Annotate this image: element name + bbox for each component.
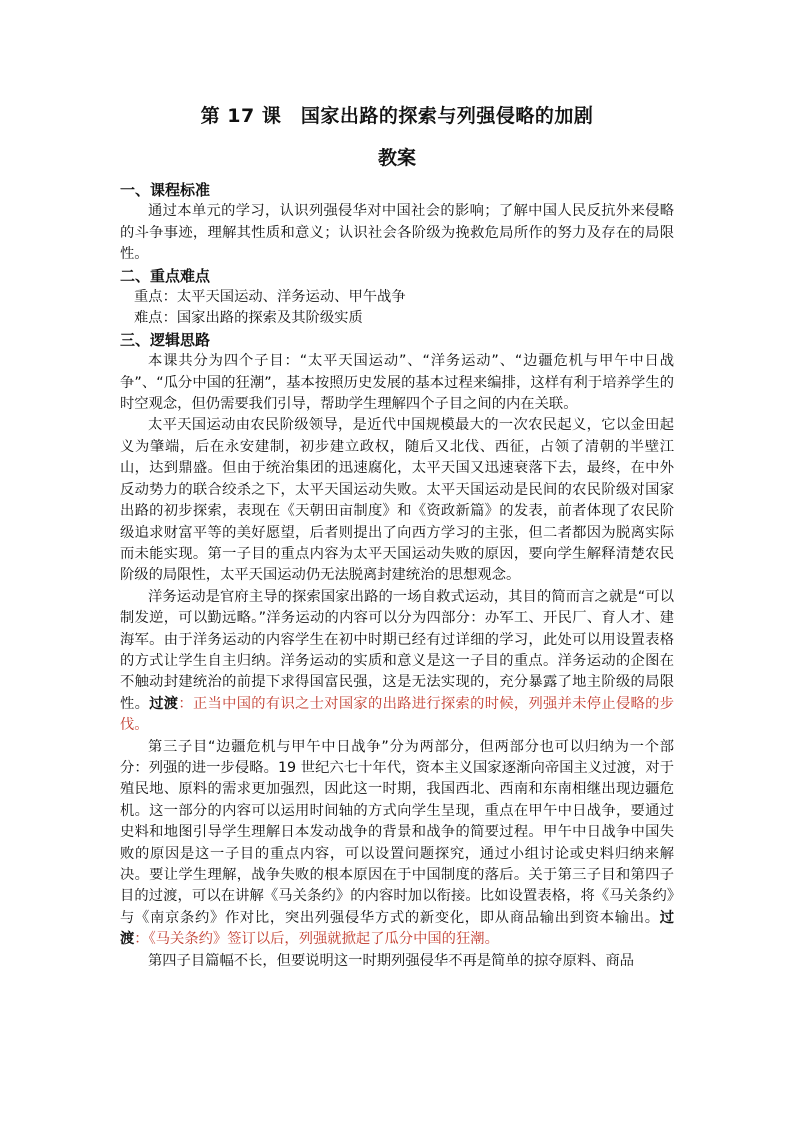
paragraph-logic-3-main: 洋务运动是官府主导的探索国家出路的一场自救式运动，其目的简而言之就是“可以制发逆，可以勤远略。”洋务运动的内容可以分为四部分：办军工、开民厂、育人才、建海军。由于洋务运动的内容学生在初中时期已经有过详细的学习，此处可以用设置表格的方式让学生自主归纳。洋务运动的实质和意义是这一子目的重点。洋务运动的企图在不触动封建统治的前提下求得国富民强，这是无法实现的，充分暴露了地主阶级的局限性。 (120, 588, 674, 712)
paragraph-logic-4-main: 第三子目“边疆危机与甲午中日战争”分为两部分，但两部分也可以归纳为一个部分：列强的进一步侵略。19 世纪六七十年代，资本主义国家逐渐向帝国主义过渡，对于殖民地、原料的需求更加强烈，因此这一时期，我国西北、西南和东南相继出现边疆危机。这一部分的内容可以运用时间轴的方式向学生呈现，重点在甲午中日战争，要通过史料和地图引导学生理解日本发动战争的背景和战争的简要过程。甲午中日战争中国失败的原因是这一子目的重点内容，可以设置问题探究，通过小组讨论或史料归纳来解决。要让学生理解，战争失败的根本原因在于中国制度的落后。关于第三子目和第四子目的过渡，可以在讲解《马关条约》的内容时加以衔接。比如设置表格，将《马关条约》与《南京条约》作对比，突出列强侵华方式的新变化，即从商品输出到资本输出。 (120, 738, 674, 926)
section-heading-logic: 三、逻辑思路 (120, 330, 211, 349)
key-point-line: 重点：太平天国运动、洋务运动、甲午战争 (134, 289, 406, 306)
paragraph-standard: 通过本单元的学习，认识列强侵华对中国社会的影响；了解中国人民反抗外来侵略的斗争事迹，理解其性质和意义；认识社会各阶级为挽救危局所作的努力及存在的局限性。 (120, 203, 674, 263)
section-heading-keypoints: 二、重点难点 (120, 266, 211, 285)
transition-text-highlight: ：《马关条约》签订以后，列强就掀起了瓜分中国的狂潮。 (134, 931, 499, 948)
transition-text-highlight: ：正当中国的有识之士对国家的出路进行探索的时候，列强并未停止侵略的步伐。 (120, 695, 675, 734)
paragraph-logic-4 (120, 737, 674, 951)
document-body (120, 100, 674, 972)
paragraph-logic-5: 第四子目篇幅不长，但要说明这一时期列强侵华不再是简单的掠夺原料、商品 (148, 952, 635, 969)
paragraph-logic-2: 太平天国运动由农民阶级领导，是近代中国规模最大的一次农民起义，它以金田起义为肇端，后在永安建制，初步建立政权，随后又北伐、西征，占领了清朝的半壁江山，达到鼎盛。但由于统治集团的迅速腐化，太平天国又迅速衰落下去，最终，在中外反动势力的联合绞杀之下，太平天国运动失败。太平天国运动是民间的农民阶级对国家出路的初步探索，表现在《天朝田亩制度》和《资政新篇》的发表，前者体现了农民阶级追求财富平等的美好愿望，后者则提出了向西方学习的主张，但二者都因为脱离实际而未能实现。第一子目的重点内容为太平天国运动失败的原因，要向学生解释清楚农民阶级的局限性，太平天国运动仍无法脱离封建统治的思想观念。 (120, 417, 674, 584)
page-title: 第 17 课 国家出路的探索与列强侵略的加剧 (200, 105, 594, 127)
paragraph-logic-1: 本课共分为四个子目：“太平天国运动”、“洋务运动”、“边疆危机与甲午中日战争”、“瓜分中国的狂潮”，基本按照历史发展的基本过程来编排，这样有利于培养学生的时空观念，但仍需要我们引导，帮助学生理解四个子目之间的内在关联。 (120, 353, 674, 413)
paragraph-logic-3 (120, 587, 674, 737)
section-heading-standard: 一、课程标准 (120, 181, 211, 199)
transition-label: 过渡 (149, 695, 179, 712)
page-subtitle: 教案 (377, 147, 416, 169)
transition-label: 过渡 (120, 909, 674, 948)
difficulty-line: 难点：国家出路的探索及其阶级实质 (134, 310, 363, 327)
